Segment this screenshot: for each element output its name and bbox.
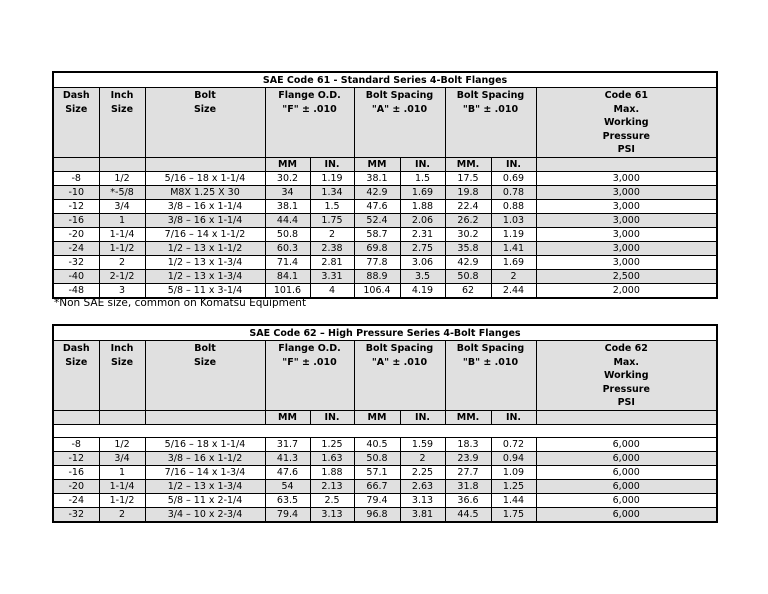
header-line: Dash	[62, 343, 90, 354]
table-cell: 3.81	[400, 507, 445, 522]
header-row	[53, 341, 717, 411]
table-row	[53, 465, 717, 479]
table-cell: 7/16 – 14 x 1-3/4	[145, 465, 265, 479]
table-cell: 3,000	[536, 199, 717, 213]
table-cell: 26.2	[445, 213, 491, 227]
table-cell: -48	[53, 283, 99, 298]
table-cell: 36.6	[445, 493, 491, 507]
table-cell: -8	[53, 171, 99, 185]
table-cell: -8	[53, 437, 99, 451]
table-cell: 79.4	[354, 493, 400, 507]
table-cell: 63.5	[265, 493, 310, 507]
table-cell: 2.31	[400, 227, 445, 241]
table-cell: 3,000	[536, 241, 717, 255]
table-cell: 44.4	[265, 213, 310, 227]
header-line: "B" ± .010	[462, 103, 519, 115]
table-cell: 6,000	[536, 465, 717, 479]
table-cell: 1.19	[310, 171, 354, 185]
table-cell: 38.1	[265, 199, 310, 213]
table-cell: 2.63	[400, 479, 445, 493]
table-cell: 3	[99, 283, 145, 298]
table-cell: -10	[53, 185, 99, 199]
max-pressure-header	[536, 341, 717, 411]
table-row	[53, 451, 717, 465]
table-cell: 2	[491, 269, 536, 283]
spacer-row	[53, 424, 717, 437]
max-pressure-header	[536, 88, 717, 158]
dash-size-header	[53, 341, 99, 411]
table-cell: 1.75	[491, 507, 536, 522]
units-blank-cell	[145, 410, 265, 424]
table-cell: 50.8	[445, 269, 491, 283]
table-cell: 2.38	[310, 241, 354, 255]
table-cell: 3.31	[310, 269, 354, 283]
bolt-spacing-b-header	[445, 88, 536, 158]
table-cell: 5/8 – 11 x 3-1/4	[145, 283, 265, 298]
table-cell: 1-1/2	[99, 241, 145, 255]
header-line: Size	[65, 103, 88, 115]
table-cell: 2.81	[310, 255, 354, 269]
table-cell: 44.5	[445, 507, 491, 522]
header-line: Size	[110, 356, 134, 368]
table-row	[53, 269, 717, 283]
table-cell: 1.5	[310, 199, 354, 213]
header-line: "F" ± .010	[282, 356, 337, 368]
unit-label: IN.	[310, 157, 354, 171]
table-cell: 1-1/2	[99, 493, 145, 507]
table-cell: 79.4	[265, 507, 310, 522]
table-cell: 2.13	[310, 479, 354, 493]
bolt-spacing-b-header	[445, 341, 536, 411]
table-cell: 2,500	[536, 269, 717, 283]
table-cell: 1/2 – 13 x 1-1/2	[145, 241, 265, 255]
table-cell: 19.8	[445, 185, 491, 199]
unit-label: MM	[265, 157, 310, 171]
table-cell: 6,000	[536, 493, 717, 507]
units-blank-cell	[53, 157, 99, 171]
table-cell: 0.78	[491, 185, 536, 199]
unit-label: IN.	[310, 410, 354, 424]
table-row	[53, 213, 717, 227]
code61-table-body	[53, 72, 717, 298]
table-cell: 4	[310, 283, 354, 298]
table-title-row	[53, 72, 717, 88]
header-line: PSI	[617, 144, 635, 155]
table-cell: 1.75	[310, 213, 354, 227]
unit-label: IN.	[491, 410, 536, 424]
table-cell: 1.69	[400, 185, 445, 199]
header-line: Bolt	[194, 90, 216, 101]
table-cell: 2,000	[536, 283, 717, 298]
table-cell: 42.9	[354, 185, 400, 199]
header-line: Inch	[110, 90, 134, 101]
header-line: Bolt Spacing	[365, 90, 434, 101]
header-line: "B" ± .010	[462, 356, 519, 368]
unit-label: MM	[354, 410, 400, 424]
table-title: SAE Code 62 – High Pressure Series 4-Bolt Flanges	[53, 325, 717, 341]
table-cell: 38.1	[354, 171, 400, 185]
table-cell: 50.8	[354, 451, 400, 465]
table-cell: 1/2	[99, 437, 145, 451]
header-line: "A" ± .010	[371, 356, 428, 368]
table-cell: 35.8	[445, 241, 491, 255]
table-cell: 2.75	[400, 241, 445, 255]
table-cell: M8X 1.25 X 30	[145, 185, 265, 199]
table-cell: -20	[53, 479, 99, 493]
footnote: *Non SAE size, common on Komatsu Equipment	[54, 297, 307, 309]
table-cell: 101.6	[265, 283, 310, 298]
table-cell: 0.69	[491, 171, 536, 185]
header-line: Max.	[613, 103, 640, 115]
table-cell: 52.4	[354, 213, 400, 227]
bolt-spacing-a-header	[354, 88, 445, 158]
unit-label: IN.	[400, 157, 445, 171]
header-line: Flange O.D.	[278, 343, 341, 354]
bolt-size-header	[145, 341, 265, 411]
code62-table-body	[53, 325, 717, 522]
table-cell: 42.9	[445, 255, 491, 269]
header-line: Size	[110, 103, 134, 115]
table-cell: 1.63	[310, 451, 354, 465]
table-cell: 5/16 – 18 x 1-1/4	[145, 171, 265, 185]
table-cell: 30.2	[445, 227, 491, 241]
table-cell: -32	[53, 507, 99, 522]
table-cell: -24	[53, 241, 99, 255]
units-blank-cell	[145, 157, 265, 171]
table-cell: 41.3	[265, 451, 310, 465]
inch-size-header	[99, 88, 145, 158]
table-cell: 1.59	[400, 437, 445, 451]
table-cell: 23.9	[445, 451, 491, 465]
table-cell: 3/4	[99, 199, 145, 213]
table-cell: 1	[99, 213, 145, 227]
table-cell: 6,000	[536, 479, 717, 493]
table-cell: 57.1	[354, 465, 400, 479]
table-cell: -32	[53, 255, 99, 269]
header-line: Inch	[110, 343, 134, 354]
table-row	[53, 255, 717, 269]
table-cell: 1.25	[491, 479, 536, 493]
table-cell: 2.06	[400, 213, 445, 227]
table-row	[53, 283, 717, 298]
units-blank-cell	[536, 157, 717, 171]
table-cell: 1.88	[310, 465, 354, 479]
table-row	[53, 437, 717, 451]
header-line: Pressure	[602, 383, 650, 395]
units-blank-cell	[536, 410, 717, 424]
table-cell: 17.5	[445, 171, 491, 185]
table-cell: 40.5	[354, 437, 400, 451]
table-cell: 3,000	[536, 171, 717, 185]
table-cell: 58.7	[354, 227, 400, 241]
table-cell: 0.72	[491, 437, 536, 451]
header-line: Code 61	[604, 90, 648, 101]
table-cell: -40	[53, 269, 99, 283]
table-cell: 1.5	[400, 171, 445, 185]
table-cell: 71.4	[265, 255, 310, 269]
table-cell: 27.7	[445, 465, 491, 479]
unit-label: MM.	[445, 410, 491, 424]
table-cell: 5/8 – 11 x 2-1/4	[145, 493, 265, 507]
unit-label: IN.	[400, 410, 445, 424]
header-line: Working	[604, 370, 649, 381]
table-row	[53, 199, 717, 213]
table-cell: 3/8 – 16 x 1-1/2	[145, 451, 265, 465]
table-cell: 4.19	[400, 283, 445, 298]
unit-label: MM.	[445, 157, 491, 171]
table-cell: 3.06	[400, 255, 445, 269]
table-cell: 1-1/4	[99, 479, 145, 493]
unit-label: IN.	[491, 157, 536, 171]
table-cell: 3.13	[310, 507, 354, 522]
units-blank-cell	[99, 157, 145, 171]
table-cell: 1.25	[310, 437, 354, 451]
unit-label: MM	[354, 157, 400, 171]
table-cell: -24	[53, 493, 99, 507]
table-cell: 2-1/2	[99, 269, 145, 283]
header-line: Max.	[613, 356, 640, 368]
table-cell: 3/8 – 16 x 1-1/4	[145, 199, 265, 213]
table-cell: 47.6	[265, 465, 310, 479]
table-cell: 62	[445, 283, 491, 298]
table-row	[53, 479, 717, 493]
table-cell: 0.94	[491, 451, 536, 465]
header-row	[53, 88, 717, 158]
table-cell: 1	[99, 465, 145, 479]
table-cell: 3/4	[99, 451, 145, 465]
table-cell: 1/2 – 13 x 1-3/4	[145, 269, 265, 283]
table-row	[53, 493, 717, 507]
header-line: Size	[193, 356, 217, 368]
table-cell: 47.6	[354, 199, 400, 213]
table-cell: 69.8	[354, 241, 400, 255]
table-cell: 2.25	[400, 465, 445, 479]
dash-size-header	[53, 88, 99, 158]
table-cell: 30.2	[265, 171, 310, 185]
table-title: SAE Code 61 - Standard Series 4-Bolt Flanges	[53, 72, 717, 88]
table-cell: 1.44	[491, 493, 536, 507]
units-row	[53, 410, 717, 424]
table-cell: 6,000	[536, 507, 717, 522]
table-cell: 106.4	[354, 283, 400, 298]
table-cell: 3/4 – 10 x 2-3/4	[145, 507, 265, 522]
table-cell: 18.3	[445, 437, 491, 451]
inch-size-header	[99, 341, 145, 411]
table-cell: 2	[310, 227, 354, 241]
table-cell: 2	[400, 451, 445, 465]
table-cell: *-5/8	[99, 185, 145, 199]
header-line: PSI	[617, 397, 635, 408]
unit-label: MM	[265, 410, 310, 424]
table-row	[53, 241, 717, 255]
units-row	[53, 157, 717, 171]
table-cell: 34	[265, 185, 310, 199]
table-row	[53, 507, 717, 522]
header-line: "F" ± .010	[282, 103, 337, 115]
table-cell: 3,000	[536, 255, 717, 269]
table-cell: 1.69	[491, 255, 536, 269]
table-cell: 5/16 – 18 x 1-1/4	[145, 437, 265, 451]
spacer-cell	[53, 424, 717, 437]
header-line: Size	[65, 356, 88, 368]
header-line: Working	[604, 117, 649, 128]
header-line: Pressure	[602, 130, 650, 142]
units-blank-cell	[53, 410, 99, 424]
table-cell: 66.7	[354, 479, 400, 493]
table-cell: 1/2 – 13 x 1-3/4	[145, 255, 265, 269]
header-line: Bolt Spacing	[365, 343, 434, 354]
table-cell: 1.03	[491, 213, 536, 227]
header-line: Code 62	[604, 343, 648, 354]
header-line: "A" ± .010	[371, 103, 428, 115]
table-cell: 2.5	[310, 493, 354, 507]
table-cell: 1/2 – 13 x 1-3/4	[145, 479, 265, 493]
table-cell: 2	[99, 507, 145, 522]
table-cell: 0.88	[491, 199, 536, 213]
table-cell: -20	[53, 227, 99, 241]
table-cell: 31.7	[265, 437, 310, 451]
table-cell: 1.34	[310, 185, 354, 199]
table-cell: 96.8	[354, 507, 400, 522]
table-cell: 1.41	[491, 241, 536, 255]
bolt-size-header	[145, 88, 265, 158]
table-cell: 60.3	[265, 241, 310, 255]
header-line: Size	[193, 103, 217, 115]
table-cell: 1.09	[491, 465, 536, 479]
header-line: Dash	[62, 90, 90, 101]
table-cell: 31.8	[445, 479, 491, 493]
table-row	[53, 171, 717, 185]
header-line: Bolt Spacing	[456, 343, 525, 354]
table-cell: 1-1/4	[99, 227, 145, 241]
table-cell: 84.1	[265, 269, 310, 283]
table-cell: 2	[99, 255, 145, 269]
units-blank-cell	[99, 410, 145, 424]
header-line: Bolt	[194, 343, 216, 354]
table-cell: 6,000	[536, 451, 717, 465]
flange-od-header	[265, 88, 354, 158]
table-cell: 54	[265, 479, 310, 493]
table-cell: 22.4	[445, 199, 491, 213]
table-cell: 77.8	[354, 255, 400, 269]
table-cell: 1.88	[400, 199, 445, 213]
table-cell: 3.13	[400, 493, 445, 507]
code61-table	[52, 71, 718, 299]
flange-od-header	[265, 341, 354, 411]
bolt-spacing-a-header	[354, 341, 445, 411]
table-cell: -12	[53, 451, 99, 465]
table-cell: -12	[53, 199, 99, 213]
table-cell: 7/16 – 14 x 1-1/2	[145, 227, 265, 241]
header-line: Bolt Spacing	[456, 90, 525, 101]
table-cell: 3,000	[536, 227, 717, 241]
table-cell: 3/8 – 16 x 1-1/4	[145, 213, 265, 227]
table-cell: 6,000	[536, 437, 717, 451]
table-cell: -16	[53, 213, 99, 227]
table-cell: 3,000	[536, 213, 717, 227]
table-title-row	[53, 325, 717, 341]
table-row	[53, 185, 717, 199]
table-cell: 50.8	[265, 227, 310, 241]
header-line: Flange O.D.	[278, 90, 341, 101]
table-cell: 3,000	[536, 185, 717, 199]
table-cell: 1/2	[99, 171, 145, 185]
table-cell: 88.9	[354, 269, 400, 283]
table-cell: 2.44	[491, 283, 536, 298]
table-cell: -16	[53, 465, 99, 479]
table-cell: 3.5	[400, 269, 445, 283]
table-row	[53, 227, 717, 241]
code62-table	[52, 324, 718, 523]
table-cell: 1.19	[491, 227, 536, 241]
